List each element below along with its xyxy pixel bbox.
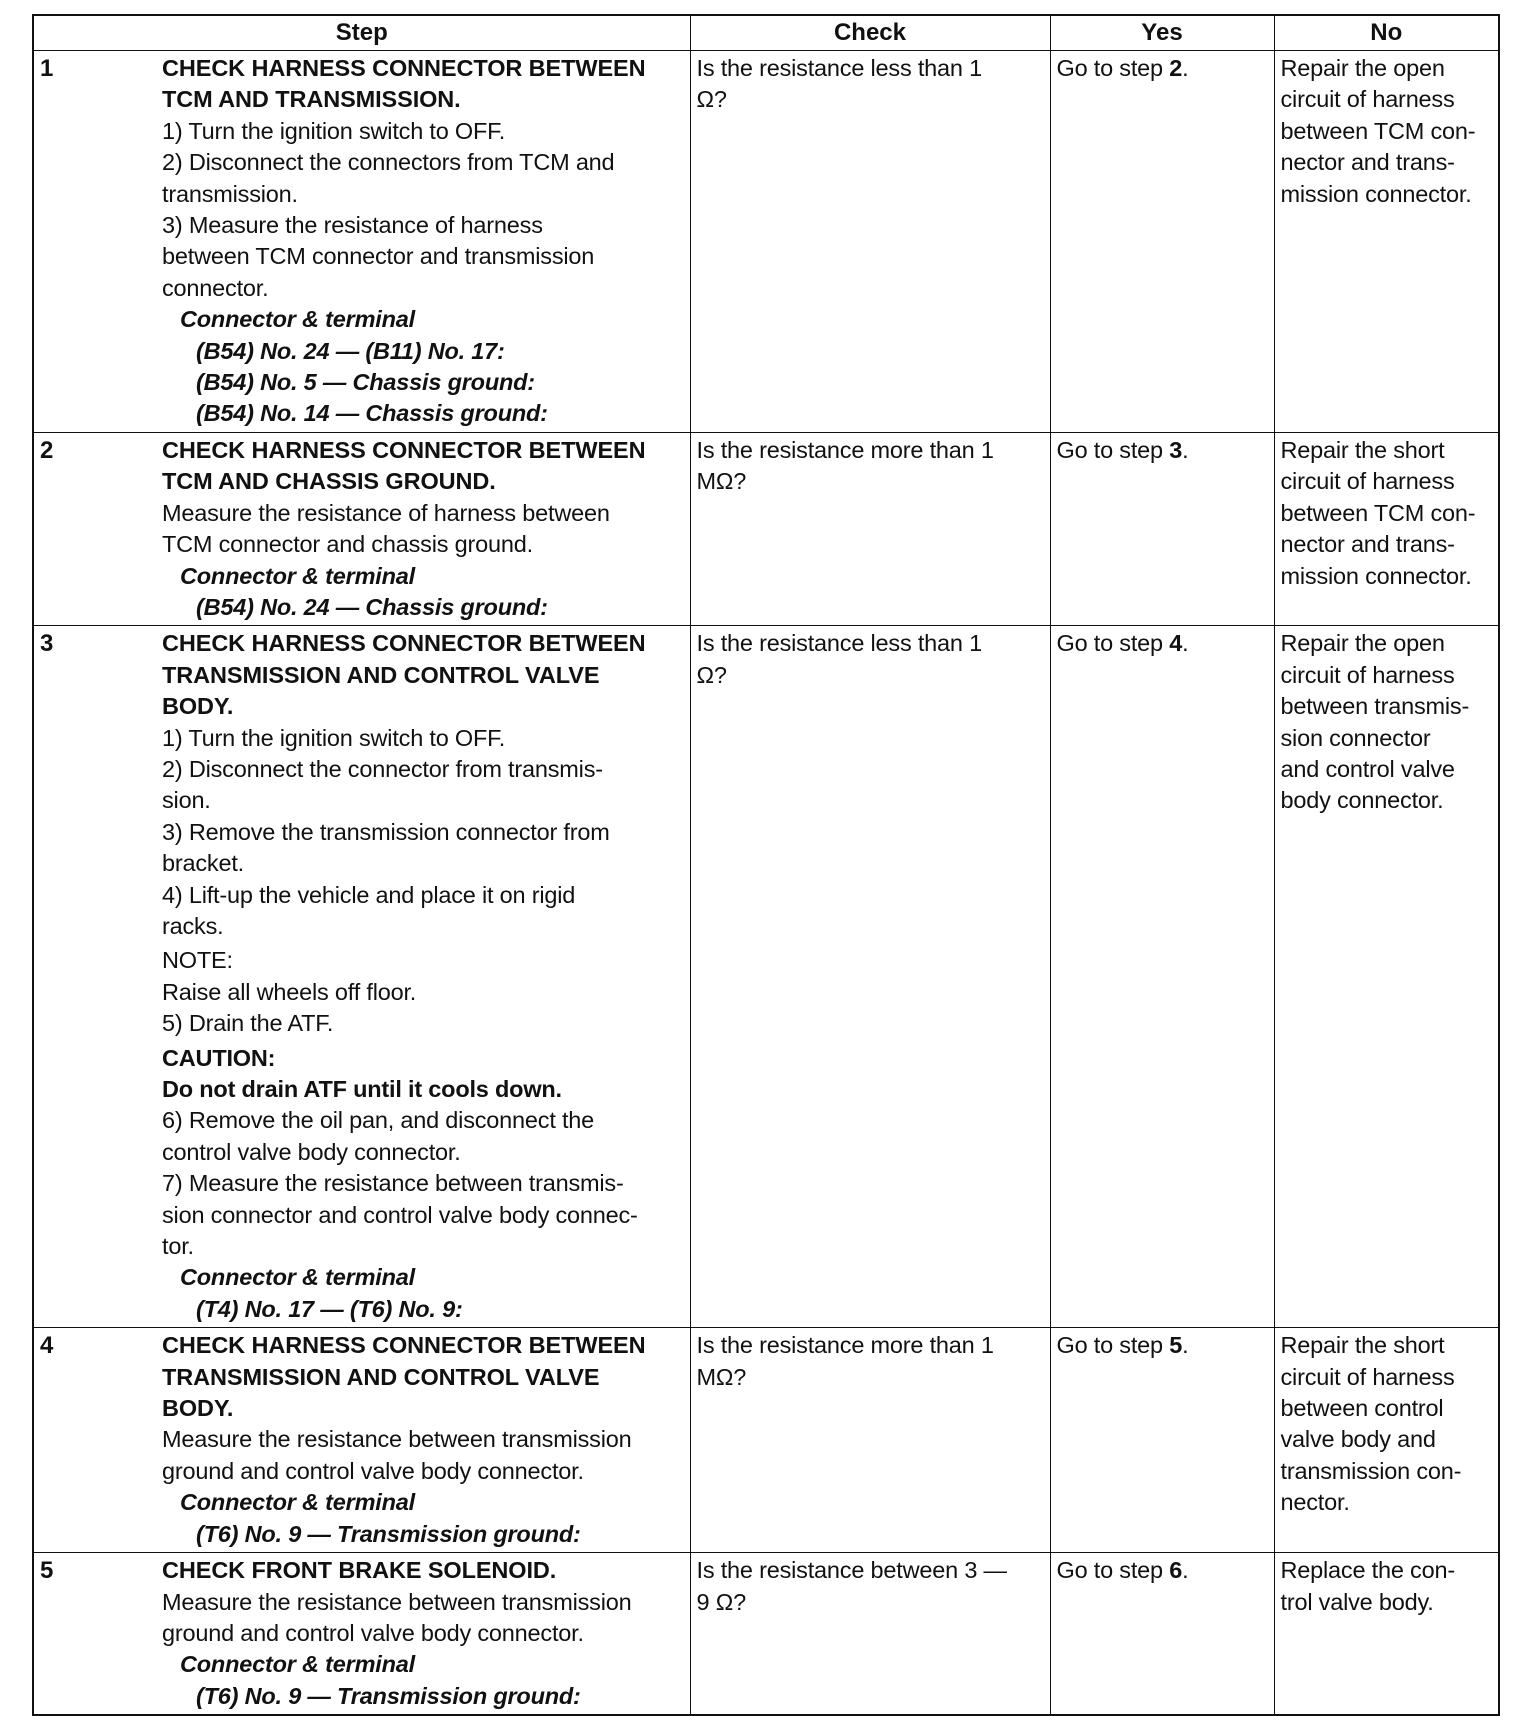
- step-cell: [33, 1553, 690, 1716]
- connector-terminal: (B54) No. 24 — Chassis ground:: [196, 593, 548, 620]
- yes-cell: [1050, 51, 1274, 433]
- no-text-line: circuit of harness: [1280, 468, 1455, 495]
- table-row: [33, 1553, 1499, 1716]
- no-text-line: Repair the open: [1280, 630, 1445, 657]
- yes-suffix: .: [1182, 55, 1189, 81]
- step-title-line: CHECK HARNESS CONNECTOR BETWEEN: [162, 55, 646, 81]
- step-text-line: 3) Measure the resistance of harness: [162, 212, 543, 239]
- step-cell: [33, 432, 690, 625]
- step-title-line: CHECK HARNESS CONNECTOR BETWEEN: [162, 630, 646, 657]
- no-text-line: sion connector: [1280, 724, 1431, 751]
- step-title-line: TRANSMISSION AND CONTROL VALVE: [162, 1363, 600, 1390]
- check-cell: [690, 1328, 1050, 1553]
- no-text-line: Repair the short: [1280, 1332, 1445, 1359]
- yes-cell: [1050, 432, 1274, 625]
- no-cell: [1274, 1553, 1499, 1716]
- yes-step-link[interactable]: 2: [1169, 55, 1183, 81]
- step-title-line: TRANSMISSION AND CONTROL VALVE: [162, 661, 600, 688]
- no-text-line: Repair the short: [1280, 436, 1445, 463]
- header-yes: Yes: [1050, 15, 1274, 51]
- no-text-line: nector and trans-: [1280, 149, 1455, 176]
- no-text-line: valve body and: [1280, 1426, 1436, 1453]
- step-text-line: 4) Lift-up the vehicle and place it on rigid: [162, 881, 576, 908]
- no-text-line: body connector.: [1280, 787, 1444, 814]
- caution-text: Do not drain ATF until it cools down.: [162, 1076, 562, 1102]
- step-text-line: connector.: [162, 274, 269, 301]
- step-text-line: 3) Remove the transmission connector from: [162, 818, 610, 845]
- step-text-line: Measure the resistance between transmission: [162, 1426, 632, 1453]
- yes-cell: [1050, 1328, 1274, 1553]
- header-no: No: [1274, 15, 1499, 51]
- check-text-line: Is the resistance less than 1: [696, 630, 982, 657]
- yes-suffix: .: [1182, 1332, 1189, 1359]
- table-row: [33, 1328, 1499, 1553]
- check-cell: [690, 432, 1050, 625]
- yes-prefix: Go to step: [1056, 1557, 1170, 1584]
- step-cell: [33, 626, 690, 1328]
- step-text-line: control valve body connector.: [162, 1138, 461, 1165]
- step-text-line: TCM connector and chassis ground.: [162, 531, 533, 558]
- step-title-line: CHECK HARNESS CONNECTOR BETWEEN: [162, 1332, 646, 1359]
- caution-label: CAUTION:: [162, 1044, 276, 1071]
- connector-terminal: (B54) No. 5 — Chassis ground:: [196, 369, 535, 396]
- no-text-line: circuit of harness: [1280, 661, 1455, 688]
- no-cell: [1274, 1328, 1499, 1553]
- yes-step-link[interactable]: 5: [1169, 1332, 1183, 1359]
- note-text: Raise all wheels off floor.: [162, 978, 417, 1005]
- check-text-line: Is the resistance more than 1: [696, 436, 994, 463]
- yes-suffix: .: [1182, 436, 1189, 463]
- no-text-line: Repair the open: [1280, 55, 1445, 81]
- no-text-line: nector.: [1280, 1489, 1350, 1516]
- step-text-line: sion.: [162, 787, 211, 814]
- yes-prefix: Go to step: [1056, 1332, 1170, 1359]
- connector-terminal: (B54) No. 14 — Chassis ground:: [196, 400, 548, 427]
- table-row: [33, 51, 1499, 433]
- check-text-line: MΩ?: [696, 468, 747, 495]
- header-check: Check: [690, 15, 1050, 51]
- connector-heading: Connector & terminal: [180, 306, 415, 333]
- header-step: Step: [33, 15, 690, 51]
- yes-suffix: .: [1182, 630, 1189, 657]
- step-text-line: tor.: [162, 1233, 194, 1260]
- no-text-line: Replace the con-: [1280, 1557, 1455, 1584]
- connector-heading: Connector & terminal: [180, 1651, 415, 1678]
- step-text-line: between TCM connector and transmission: [162, 243, 595, 270]
- check-text-line: Ω?: [696, 661, 727, 688]
- check-text-line: Is the resistance between 3 —: [696, 1557, 1007, 1584]
- no-text-line: between control: [1280, 1395, 1444, 1422]
- check-cell: [690, 626, 1050, 1328]
- check-cell: [690, 1553, 1050, 1716]
- check-text-line: Is the resistance more than 1: [696, 1332, 994, 1359]
- step-text-line: ground and control valve body connector.: [162, 1457, 584, 1484]
- step-title-line: BODY.: [162, 693, 234, 720]
- step-number: 5: [40, 1557, 54, 1585]
- step-text-line: sion connector and control valve body connec-: [162, 1201, 638, 1228]
- check-text-line: 9 Ω?: [696, 1588, 746, 1615]
- header-row: [33, 15, 1499, 51]
- no-text-line: between TCM con-: [1280, 117, 1476, 144]
- check-text-line: Ω?: [696, 86, 727, 113]
- no-text-line: mission connector.: [1280, 180, 1472, 207]
- no-text-line: transmission con-: [1280, 1457, 1462, 1484]
- yes-prefix: Go to step: [1056, 55, 1170, 81]
- step-text-line: 6) Remove the oil pan, and disconnect the: [162, 1107, 595, 1134]
- step-text-line: 2) Disconnect the connectors from TCM and: [162, 149, 615, 176]
- table-row: [33, 432, 1499, 625]
- no-text-line: circuit of harness: [1280, 86, 1455, 113]
- step-text-line: bracket.: [162, 850, 244, 877]
- yes-step-link[interactable]: 6: [1169, 1557, 1183, 1584]
- connector-terminal: (T6) No. 9 — Transmission ground:: [196, 1682, 581, 1709]
- check-text-line: MΩ?: [696, 1363, 747, 1390]
- no-cell: [1274, 626, 1499, 1328]
- step-title-line: CHECK FRONT BRAKE SOLENOID.: [162, 1557, 557, 1584]
- step-text-line: transmission.: [162, 180, 298, 207]
- no-text-line: between transmis-: [1280, 693, 1470, 720]
- no-text-line: between TCM con-: [1280, 499, 1476, 526]
- yes-cell: [1050, 1553, 1274, 1716]
- no-text-line: mission connector.: [1280, 562, 1472, 589]
- step-text-line: 7) Measure the resistance between transmis-: [162, 1170, 624, 1197]
- step-text-line: ground and control valve body connector.: [162, 1619, 584, 1646]
- connector-terminal: (T4) No. 17 — (T6) No. 9:: [196, 1295, 463, 1322]
- step-number: 1: [40, 55, 54, 82]
- step-text-line: 1) Turn the ignition switch to OFF.: [162, 724, 506, 751]
- step-number: 4: [40, 1332, 54, 1360]
- step-text-line: 1) Turn the ignition switch to OFF.: [162, 117, 506, 144]
- step-text-line: Measure the resistance between transmission: [162, 1588, 632, 1615]
- yes-prefix: Go to step: [1056, 630, 1170, 657]
- step-title-line: TCM AND TRANSMISSION.: [162, 86, 461, 113]
- no-text-line: and control valve: [1280, 755, 1455, 782]
- connector-heading: Connector & terminal: [180, 1489, 415, 1516]
- step-title-line: BODY.: [162, 1395, 234, 1422]
- no-text-line: trol valve body.: [1280, 1588, 1434, 1615]
- connector-heading: Connector & terminal: [180, 1264, 415, 1291]
- yes-prefix: Go to step: [1056, 436, 1170, 463]
- step-text-line: racks.: [162, 912, 224, 939]
- step-text-line: 2) Disconnect the connector from transmis-: [162, 755, 603, 782]
- connector-terminal: (B54) No. 24 — (B11) No. 17:: [196, 337, 505, 364]
- no-cell: [1274, 51, 1499, 433]
- step-number: 3: [40, 630, 54, 658]
- note-label: NOTE:: [162, 947, 233, 974]
- step-text-line: Measure the resistance of harness between: [162, 499, 610, 526]
- check-cell: [690, 51, 1050, 433]
- step-title-line: CHECK HARNESS CONNECTOR BETWEEN: [162, 436, 646, 463]
- connector-heading: Connector & terminal: [180, 562, 415, 589]
- table-row: [33, 626, 1499, 1328]
- connector-terminal: (T6) No. 9 — Transmission ground:: [196, 1520, 581, 1547]
- no-text-line: nector and trans-: [1280, 531, 1455, 558]
- no-cell: [1274, 432, 1499, 625]
- step-cell: [33, 1328, 690, 1553]
- check-text-line: Is the resistance less than 1: [696, 55, 982, 81]
- yes-step-link[interactable]: 3: [1169, 436, 1183, 463]
- step-title-line: TCM AND CHASSIS GROUND.: [162, 468, 496, 495]
- step-cell: [33, 51, 690, 433]
- step-text-line: 5) Drain the ATF.: [162, 1010, 334, 1037]
- yes-step-link[interactable]: 4: [1169, 630, 1183, 657]
- yes-cell: [1050, 626, 1274, 1328]
- no-text-line: circuit of harness: [1280, 1363, 1455, 1390]
- step-number: 2: [40, 436, 54, 464]
- diagnostic-table: [32, 14, 1500, 1716]
- yes-suffix: .: [1182, 1557, 1189, 1584]
